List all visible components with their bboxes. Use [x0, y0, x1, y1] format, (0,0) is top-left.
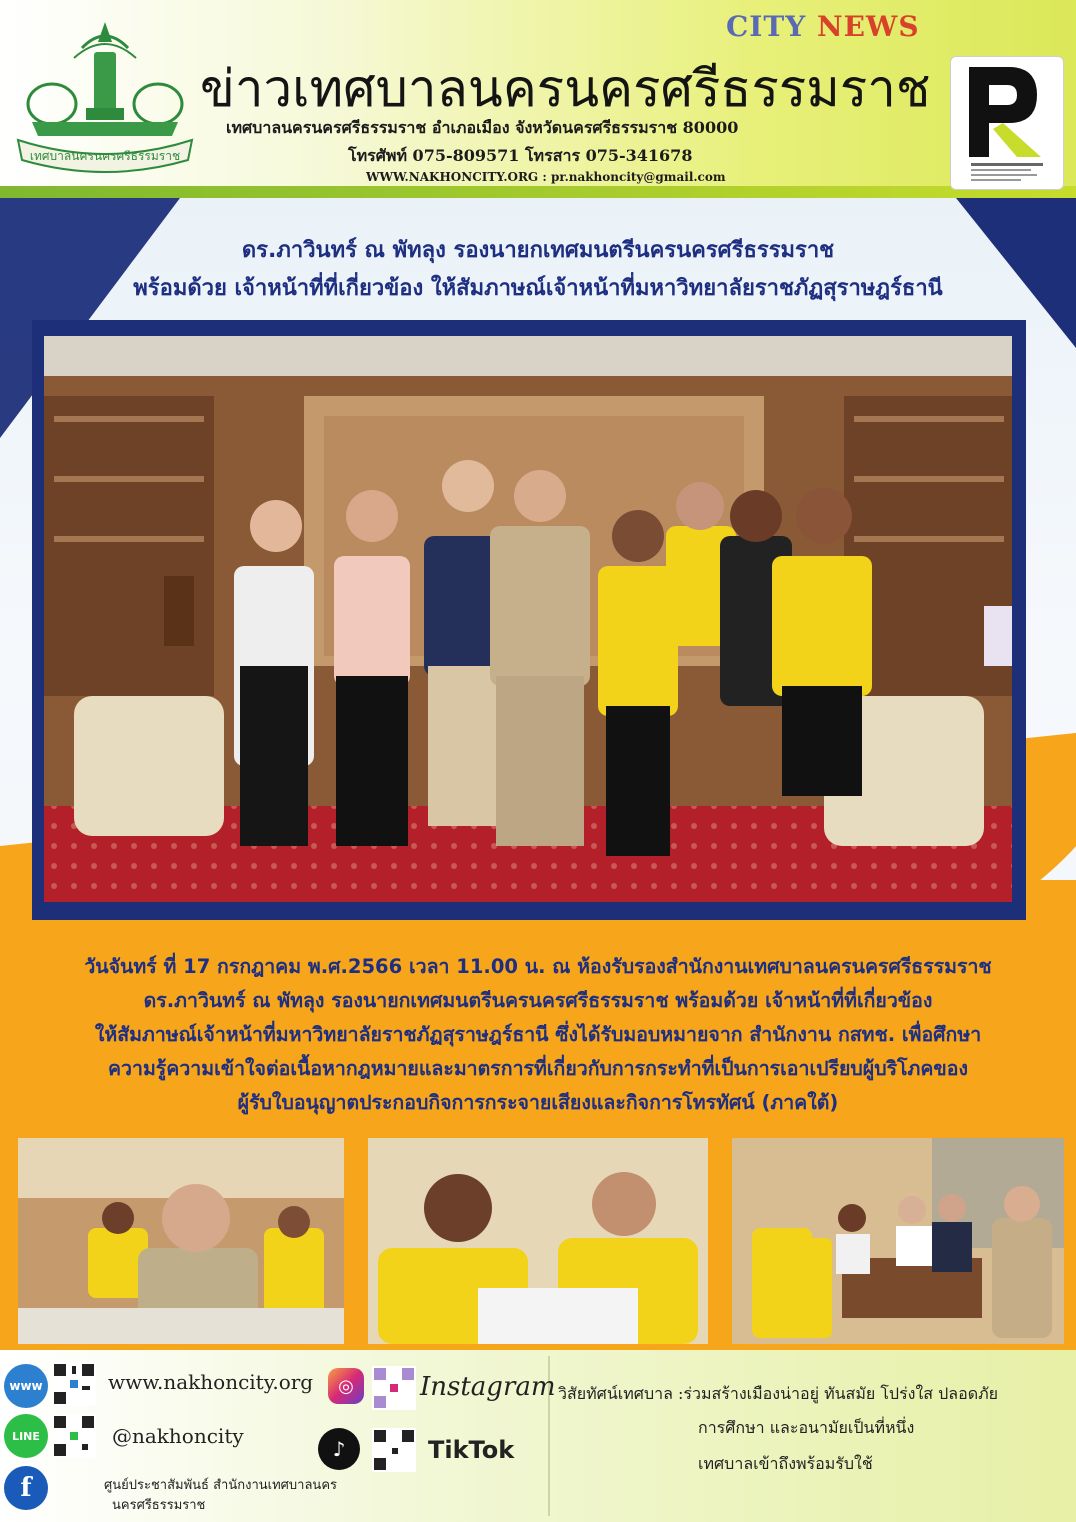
body-line-5: ผู้รับใบอนุญาตประกอบกิจการกระจายเสียงและกิจการโทรทัศน์ (ภาคใต้)	[237, 1091, 839, 1114]
news-word: NEWS	[816, 10, 920, 43]
thumbnail-photo-3	[732, 1138, 1064, 1344]
instagram-icon[interactable]: ◎	[328, 1368, 364, 1404]
headline-line-1: ดร.ภาวินทร์ ณ พัทลุง รองนายกเทศมนตรีนครนครศรีธรรมราช	[241, 238, 835, 263]
facebook-icon[interactable]	[4, 1466, 48, 1510]
pr-center-logo	[950, 56, 1064, 190]
line-app-icon[interactable]	[4, 1414, 48, 1458]
tiktok-qr-code-icon	[372, 1428, 416, 1472]
tiktok-label[interactable]: TikTok	[428, 1436, 515, 1464]
instagram-qr-code-icon	[372, 1366, 416, 1410]
facebook-page-name-2[interactable]: นครศรีธรรมราช	[112, 1498, 206, 1513]
body-line-4: ความรู้ความเข้าใจต่อเนื้อหากฎหมายและมาตรการที่เกี่ยวกับการกระทำที่เป็นการเอาเปรียบผู้บริโภคของ	[108, 1057, 968, 1080]
www-globe-icon[interactable]	[4, 1364, 48, 1408]
header-banner	[0, 0, 1076, 198]
phone-line: โทรศัพท์ 075-809571 โทรสาร 075-341678	[348, 146, 693, 165]
website-link[interactable]: www.nakhoncity.org	[108, 1370, 314, 1394]
headline-line-2: พร้อมด้วย เจ้าหน้าที่ที่เกี่ยวข้อง ให้สัมภาษณ์เจ้าหน้าที่มหาวิทยาลัยราชภัฏสุราษฎร์ธานี	[133, 276, 943, 301]
facebook-page-name[interactable]: ศูนย์ประชาสัมพันธ์ สำนักงานเทศบาลนคร	[104, 1478, 337, 1493]
fb-icon-label: f	[20, 1473, 32, 1503]
article-body	[20, 950, 1056, 1120]
instagram-label[interactable]: Instagram	[420, 1372, 556, 1402]
thumbnail-photo-1	[18, 1138, 344, 1344]
body-line-3: ให้สัมภาษณ์เจ้าหน้าที่มหาวิทยาลัยราชภัฏสุราษฎร์ธานี ซึ่งได้รับมอบหมายจาก สำนักงาน กสทช. เพื่อศึกษา	[94, 1023, 982, 1046]
line-icon-label: LINE	[12, 1429, 40, 1443]
newsletter-title: ข่าวเทศบาลนครนครศรีธรรมราช	[200, 60, 931, 119]
city-word: CITY	[726, 10, 807, 43]
vision-line-3: เทศบาลเข้าถึงพร้อมรับใช้	[698, 1454, 873, 1473]
city-news-badge	[726, 10, 920, 43]
main-group-photo	[44, 336, 1012, 902]
thumbnail-photo-2	[368, 1138, 708, 1344]
web-email-line: WWW.NAKHONCITY.ORG : pr.nakhoncity@gmail.com	[366, 170, 726, 184]
municipal-crest-logo	[12, 18, 198, 178]
vision-line-2: การศึกษา และอนามัยเป็นที่หนึ่ง	[698, 1418, 915, 1437]
body-line-2: ดร.ภาวินทร์ ณ พัทลุง รองนายกเทศมนตรีนครนครศรีธรรมราช พร้อมด้วย เจ้าหน้าที่ที่เกี่ยวข้อง	[143, 989, 933, 1012]
line-id[interactable]: @nakhoncity	[112, 1424, 244, 1448]
www-icon-label: www	[9, 1379, 43, 1393]
crest-ribbon-text: เทศบาลนครนครศรีธรรมราช	[29, 149, 181, 163]
line-qr-code-icon	[52, 1414, 96, 1458]
vision-line-1: วิสัยทัศน์เทศบาล :ร่วมสร้างเมืองน่าอยู่ ทันสมัย โปร่งใส ปลอดภัย	[558, 1384, 999, 1403]
tiktok-icon[interactable]: ♪	[318, 1428, 360, 1470]
body-line-1: วันจันทร์ ที่ 17 กรกฎาคม พ.ศ.2566 เวลา 11.00 น. ณ ห้องรับรองสำนักงานเทศบาลนครนครศรีธรรมราช	[84, 955, 992, 978]
address-line: เทศบาลนครนครศรีธรรมราช อำเภอเมือง จังหวัดนครศรีธรรมราช 80000	[226, 118, 739, 137]
website-qr-code-icon	[52, 1362, 96, 1406]
header-band	[0, 186, 1076, 198]
